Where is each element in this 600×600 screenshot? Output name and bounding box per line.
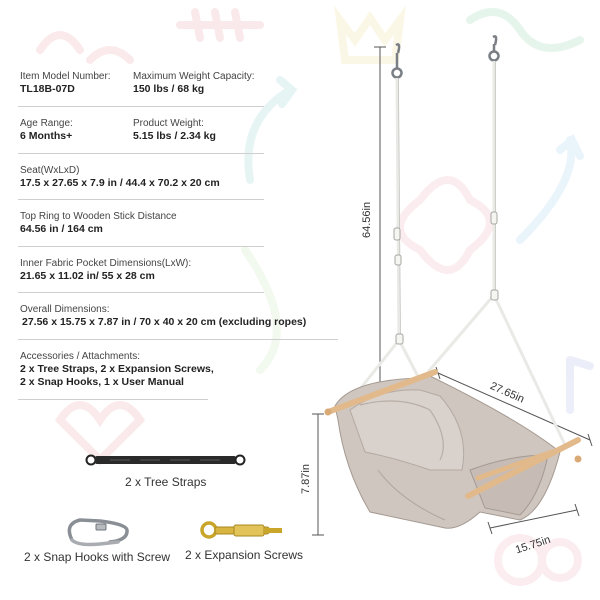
accessories-label: Accessories / Attachments:: [20, 351, 141, 362]
max-weight-label: Maximum Weight Capacity:: [133, 71, 255, 82]
depth-dimension-line: [312, 414, 324, 535]
product-weight-value: 5.15 lbs / 2.34 kg: [133, 130, 216, 142]
hanging-hook-right: [490, 36, 499, 60]
rope-adjusters: [394, 212, 498, 344]
max-weight-value: 150 lbs / 68 kg: [133, 83, 205, 95]
age-range-label: Age Range:: [20, 118, 73, 129]
seat-label: Seat(WxLxD): [20, 165, 80, 176]
width-dimension-label: 15.75in: [514, 533, 553, 557]
hanging-hook-left: [393, 44, 402, 77]
item-model-label: Item Model Number:: [20, 71, 111, 82]
age-range-value: 6 Months+: [20, 130, 73, 142]
item-model-value: TL18B-07D: [20, 83, 75, 95]
accessories-line-1: 2 x Tree Straps, 2 x Expansion Screws,: [20, 363, 214, 375]
pocket-label: Inner Fabric Pocket Dimensions(LxW):: [20, 258, 192, 269]
overall-value: 27.56 x 15.75 x 7.87 in / 70 x 40 x 20 cm (excluding ropes): [22, 316, 307, 328]
depth-dimension-label: 7.87in: [300, 464, 312, 494]
expansion-screws-caption: 2 x Expansion Screws: [185, 548, 304, 562]
product-weight-label: Product Weight:: [133, 118, 204, 129]
ring-distance-value: 64.56 in / 164 cm: [20, 223, 103, 235]
tree-straps-caption: 2 x Tree Straps: [125, 475, 207, 489]
accessories-line-2: 2 x Snap Hooks, 1 x User Manual: [20, 376, 184, 388]
height-dimension-line: [374, 47, 386, 390]
overall-label: Overall Dimensions:: [20, 304, 110, 315]
ring-distance-label: Top Ring to Wooden Stick Distance: [20, 211, 177, 222]
seat-value: 17.5 x 27.65 x 7.9 in / 44.4 x 70.2 x 20 cm: [20, 177, 220, 189]
height-dimension-label: 64.56in: [361, 201, 373, 238]
pocket-value: 21.65 x 11.02 in/ 55 x 28 cm: [20, 270, 155, 282]
rope-outlines: [399, 61, 496, 340]
length-dimension-label: 27.65in: [488, 380, 526, 406]
snap-hooks-caption: 2 x Snap Hooks with Screw: [24, 550, 171, 564]
